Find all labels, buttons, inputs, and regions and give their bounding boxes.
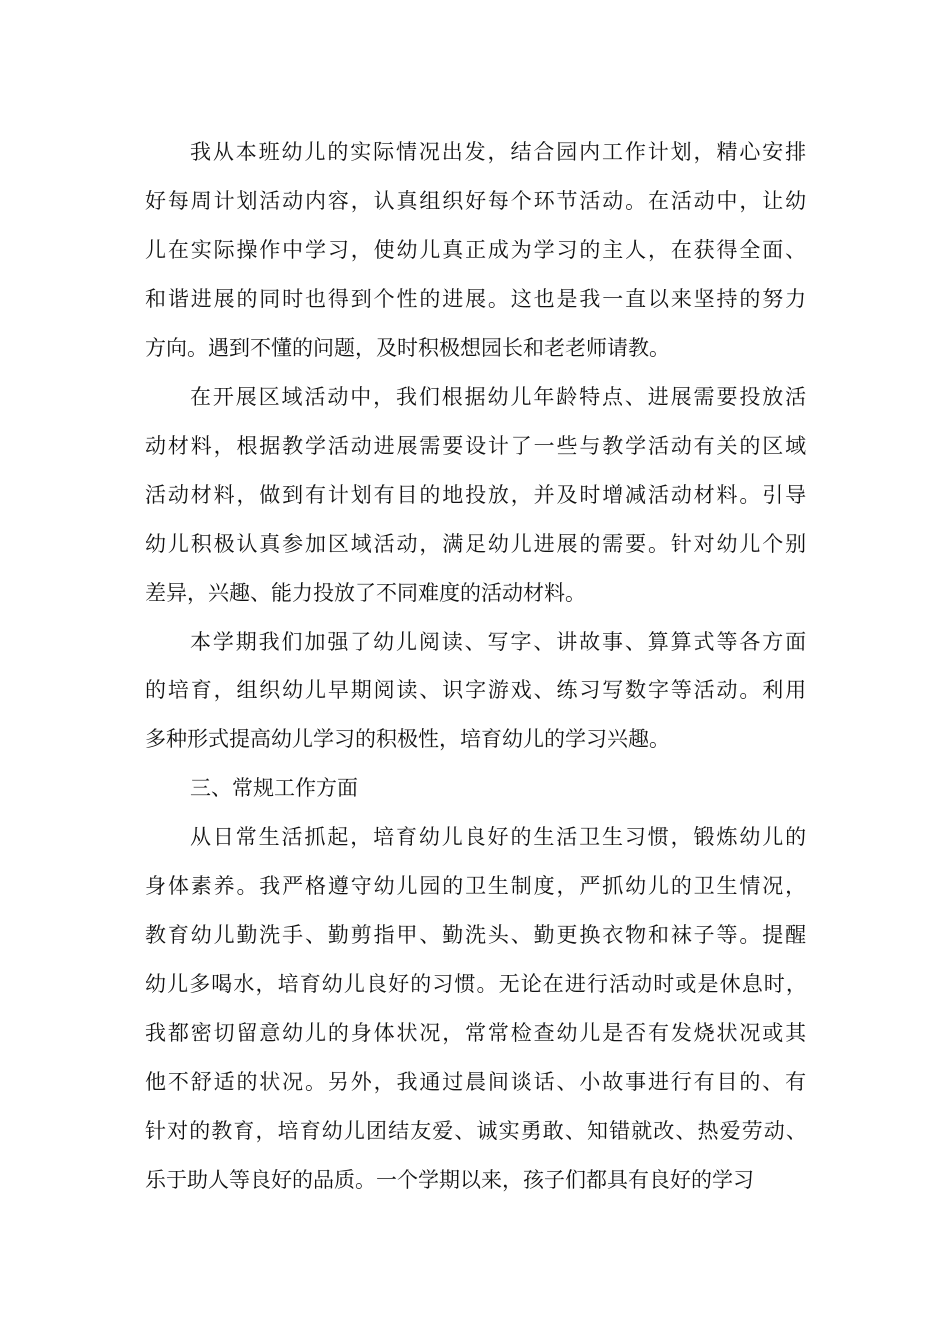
- text-line: 本学期我们加强了幼儿阅读、写字、讲故事、算算式等各方面: [190, 629, 808, 654]
- text-line: 幼儿积极认真参加区域活动，满足幼儿进展的需要。针对幼儿个别: [145, 531, 808, 556]
- text-line: 幼儿多喝水，培育幼儿良好的习惯。无论在进行活动时或是休息时，: [145, 972, 808, 997]
- text-line: 乐于助人等良好的品质。一个学期以来，孩子们都具有良好的学习: [145, 1167, 754, 1192]
- text-line: 好每周计划活动内容，认真组织好每个环节活动。在活动中，让幼: [145, 188, 808, 213]
- text-line: 儿在实际操作中学习，使幼儿真正成为学习的主人，在获得全面、: [145, 237, 808, 262]
- text-line: 针对的教育，培育幼儿团结友爱、诚实勇敢、知错就改、热爱劳动、: [145, 1119, 808, 1143]
- text-line: 活动材料，做到有计划有目的地投放，并及时增减活动材料。引导: [145, 482, 808, 507]
- text-line: 在开展区域活动中，我们根据幼儿年龄特点、进展需要投放活: [190, 384, 808, 409]
- text-line: 我从本班幼儿的实际情况出发，结合园内工作计划，精心安排: [190, 140, 808, 164]
- text-line: 和谐进展的同时也得到个性的进展。这也是我一直以来坚持的努力: [145, 286, 808, 311]
- text-line: 方向。遇到不懂的问题，及时积极想园长和老老师请教。: [145, 335, 670, 360]
- text-line: 差异，兴趣、能力投放了不同难度的活动材料。: [145, 580, 586, 605]
- text-line: 我都密切留意幼儿的身体状况，常常检查幼儿是否有发烧状况或其: [145, 1021, 808, 1046]
- text-line: 他不舒适的状况。另外，我通过晨间谈话、小故事进行有目的、有: [145, 1070, 808, 1095]
- text-line: 教育幼儿勤洗手、勤剪指甲、勤洗头、勤更换衣物和袜子等。提醒: [145, 923, 808, 948]
- text-line: 身体素养。我严格遵守幼儿园的卫生制度，严抓幼儿的卫生情况，: [145, 874, 808, 899]
- text-line: 动材料，根据教学活动进展需要设计了一些与教学活动有关的区域: [145, 433, 808, 458]
- text-line: 从日常生活抓起，培育幼儿良好的生活卫生习惯，锻炼幼儿的: [190, 825, 808, 850]
- text-line: 多种形式提高幼儿学习的积极性，培育幼儿的学习兴趣。: [145, 727, 670, 752]
- text-line: 三、常规工作方面: [190, 776, 358, 801]
- text-line: 的培育，组织幼儿早期阅读、识字游戏、练习写数字等活动。利用: [145, 678, 808, 703]
